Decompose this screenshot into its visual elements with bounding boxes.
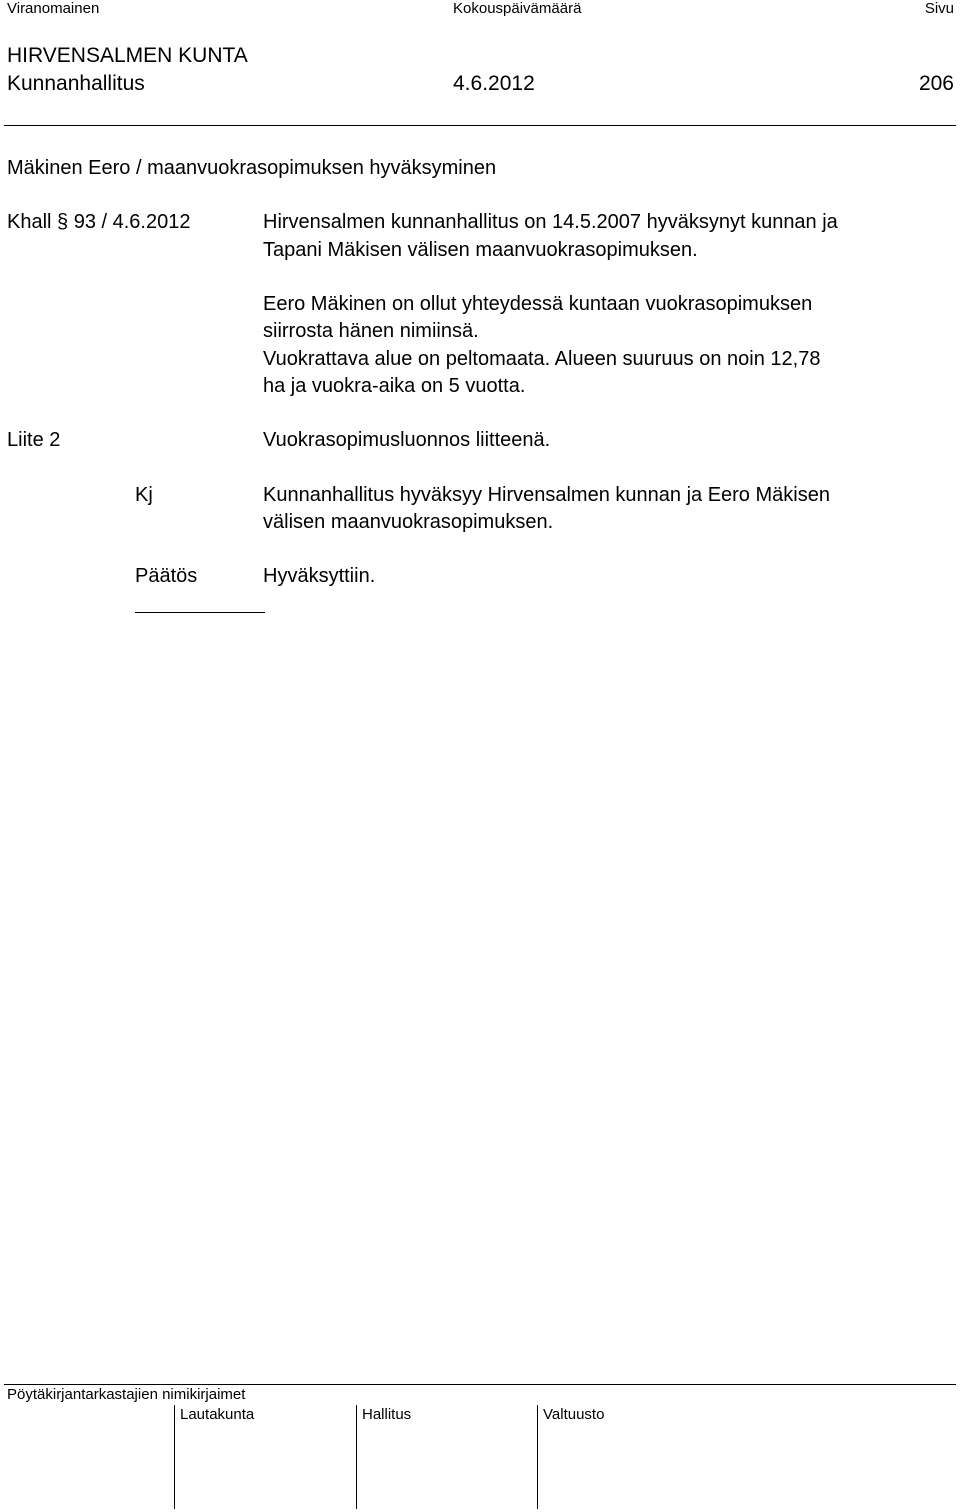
footer-column-valtuusto: Valtuusto <box>543 1406 605 1423</box>
decision-underline <box>135 612 265 613</box>
footer-column-lautakunta: Lautakunta <box>180 1406 255 1423</box>
attachment-label: Liite 2 <box>7 429 61 451</box>
decision-text: Hyväksyttiin. <box>263 565 376 587</box>
footer-column-divider-3 <box>537 1405 538 1509</box>
header-date-label: Kokouspäivämäärä <box>453 0 582 17</box>
decision-label: Päätös <box>135 565 198 587</box>
page-number: 206 <box>918 72 954 95</box>
section-reference: Khall § 93 / 4.6.2012 <box>7 211 191 233</box>
body-name: Kunnanhallitus <box>7 72 145 95</box>
paragraph-2-line-2: siirrosta hänen nimiinsä. <box>263 320 479 342</box>
proposal-label: Kj <box>135 484 153 506</box>
paragraph-1-line-1: Hirvensalmen kunnanhallitus on 14.5.2007 hyväksynyt kunnan ja <box>263 211 838 233</box>
proposal-line-1: Kunnanhallitus hyväksyy Hirvensalmen kunnan ja Eero Mäkisen <box>263 484 830 506</box>
footer-title: Pöytäkirjantarkastajien nimikirjaimet <box>7 1386 246 1403</box>
paragraph-2-line-3: Vuokrattava alue on peltomaata. Alueen suuruus on noin 12,78 <box>263 348 821 370</box>
footer-column-divider-2 <box>356 1405 357 1509</box>
paragraph-2-line-4: ha ja vuokra-aika on 5 vuotta. <box>263 375 526 397</box>
attachment-text: Vuokrasopimusluonnos liitteenä. <box>263 429 551 451</box>
footer-column-divider-1 <box>174 1405 175 1509</box>
header-page-label: Sivu <box>924 0 954 17</box>
paragraph-2-line-1: Eero Mäkinen on ollut yhteydessä kuntaan vuokrasopimuksen <box>263 293 813 315</box>
header-divider <box>4 125 956 126</box>
header-issuer-label: Viranomainen <box>7 0 100 17</box>
organization-name: HIRVENSALMEN KUNTA <box>7 44 248 67</box>
document-title: Mäkinen Eero / maanvuokrasopimuksen hyväksyminen <box>7 157 497 179</box>
proposal-line-2: välisen maanvuokrasopimuksen. <box>263 511 554 533</box>
meeting-date: 4.6.2012 <box>453 72 535 95</box>
paragraph-1-line-2: Tapani Mäkisen välisen maanvuokrasopimuksen. <box>263 239 698 261</box>
footer-divider <box>4 1384 956 1385</box>
footer-column-hallitus: Hallitus <box>362 1406 412 1423</box>
